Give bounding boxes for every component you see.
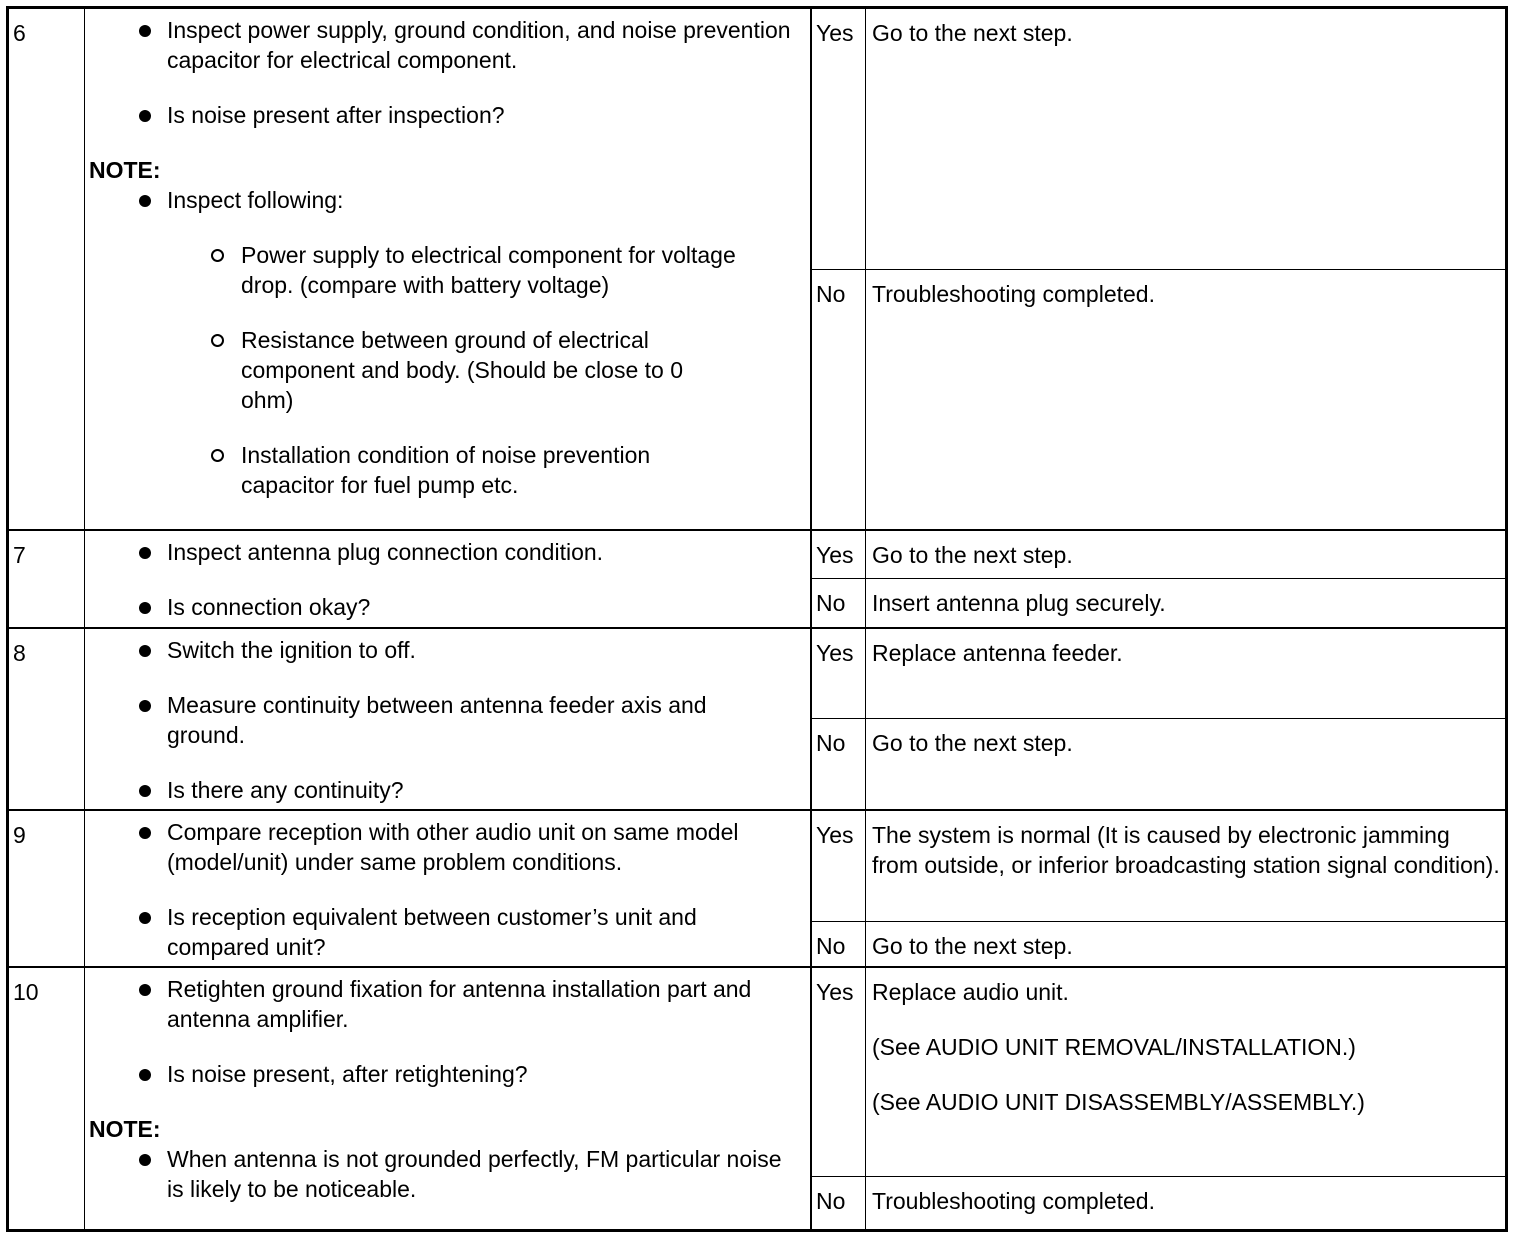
no-action: Go to the next step.: [872, 933, 1073, 959]
list-item: [89, 635, 810, 665]
yes-label: Yes: [812, 968, 866, 1176]
bullet-icon: [139, 984, 151, 996]
list-item: [89, 100, 810, 130]
yes-label: Yes: [812, 531, 866, 578]
troubleshooting-table: [6, 6, 1508, 1232]
bullet-icon: [139, 25, 151, 37]
list-item: [89, 817, 810, 877]
yes-label: Yes: [812, 629, 866, 718]
hollow-bullet-icon: [211, 334, 224, 347]
list-item-text: Inspect power supply, ground condition, and noise prevention capacitor for electrical component.: [167, 17, 791, 73]
sub-list-item-text: Resistance between ground of electrical component and body. (Should be close to 0 ohm): [241, 327, 683, 413]
result-no: [812, 922, 1505, 966]
result-cell: [812, 9, 1505, 529]
result-yes: [812, 811, 1505, 922]
bullet-icon: [139, 547, 151, 559]
list-item: [89, 592, 810, 622]
sub-list-item: [89, 240, 810, 300]
list-item-text: When antenna is not grounded perfectly, FM particular noise is likely to be noticeable.: [167, 1146, 782, 1202]
yes-action: Go to the next step.: [872, 20, 1073, 46]
list-item-text: Is noise present, after retightening?: [167, 1061, 528, 1087]
action-cell: [85, 968, 812, 1229]
no-action: Troubleshooting completed.: [872, 1188, 1155, 1214]
yes-action-line: Replace audio unit.: [872, 979, 1069, 1005]
step-number: 7: [9, 531, 85, 627]
cross-reference-link: (See AUDIO UNIT REMOVAL/INSTALLATION.): [872, 1034, 1356, 1060]
list-item: [89, 1059, 810, 1089]
bullet-icon: [139, 645, 151, 657]
result-no: [812, 270, 1505, 529]
result-cell: [812, 531, 1505, 627]
result-cell: [812, 629, 1505, 809]
table-row-step-10: [9, 968, 1505, 1229]
note-label: NOTE:: [89, 157, 161, 183]
list-item: [89, 775, 810, 805]
yes-label: Yes: [812, 811, 866, 921]
no-action: Go to the next step.: [872, 730, 1073, 756]
list-item-text: Is reception equivalent between customer’s unit and compared unit?: [167, 904, 697, 960]
yes-action: Replace antenna feeder.: [872, 640, 1123, 666]
result-yes: [812, 629, 1505, 719]
sub-list-item: [89, 325, 810, 415]
result-yes: [812, 531, 1505, 579]
result-no: [812, 1177, 1505, 1229]
list-item-text: Is there any continuity?: [167, 777, 404, 803]
list-item-text: Retighten ground fixation for antenna installation part and antenna amplifier.: [167, 976, 752, 1032]
bullet-icon: [139, 785, 151, 797]
action-cell: [85, 531, 812, 627]
no-label: No: [812, 579, 866, 627]
hollow-bullet-icon: [211, 449, 224, 462]
list-item-text: Inspect following:: [167, 187, 344, 213]
sub-list-item: [89, 440, 810, 500]
table-row-step-7: [9, 531, 1505, 629]
result-cell: [812, 968, 1505, 1229]
bullet-icon: [139, 1069, 151, 1081]
bullet-icon: [139, 602, 151, 614]
bullet-icon: [139, 827, 151, 839]
table-row-step-8: [9, 629, 1505, 811]
yes-label: Yes: [812, 9, 866, 269]
action-cell: [85, 629, 812, 809]
action-cell: [85, 9, 812, 529]
bullet-icon: [139, 1154, 151, 1166]
bullet-icon: [139, 700, 151, 712]
sub-list-item-text: Installation condition of noise prevention capacitor for fuel pump etc.: [241, 442, 651, 498]
yes-action: Go to the next step.: [872, 542, 1073, 568]
list-item-text: Is noise present after inspection?: [167, 102, 505, 128]
result-cell: [812, 811, 1505, 966]
step-number: 9: [9, 811, 85, 966]
bullet-icon: [139, 110, 151, 122]
list-item: [89, 15, 810, 75]
list-item-text: Measure continuity between antenna feeder axis and ground.: [167, 692, 707, 748]
list-item: [89, 537, 810, 567]
table-row-step-9: [9, 811, 1505, 968]
no-label: No: [812, 270, 866, 529]
list-item-text: Switch the ignition to off.: [167, 637, 416, 663]
list-item-text: Compare reception with other audio unit on same model (model/unit) under same problem conditions.: [167, 819, 739, 875]
list-item: [89, 1144, 810, 1204]
list-item: [89, 974, 810, 1034]
list-item: [89, 690, 810, 750]
list-item-text: Inspect antenna plug connection condition.: [167, 539, 604, 565]
note-label: NOTE:: [89, 1116, 161, 1142]
no-action: Troubleshooting completed.: [872, 281, 1155, 307]
step-number: 10: [9, 968, 85, 1229]
list-item: [89, 185, 810, 215]
no-action: Insert antenna plug securely.: [872, 590, 1166, 616]
yes-action: The system is normal (It is caused by electronic jamming from outside, or inferior broadcasting station signal condition).: [872, 822, 1500, 878]
step-number: 6: [9, 9, 85, 529]
no-label: No: [812, 922, 866, 966]
step-number: 8: [9, 629, 85, 809]
result-yes: [812, 968, 1505, 1177]
result-no: [812, 719, 1505, 809]
list-item-text: Is connection okay?: [167, 594, 371, 620]
result-yes: [812, 9, 1505, 270]
yes-action: [866, 968, 1505, 1176]
list-item: [89, 902, 810, 962]
action-cell: [85, 811, 812, 966]
bullet-icon: [139, 195, 151, 207]
no-label: No: [812, 1177, 866, 1229]
result-no: [812, 579, 1505, 627]
hollow-bullet-icon: [211, 249, 224, 262]
cross-reference-link: (See AUDIO UNIT DISASSEMBLY/ASSEMBLY.): [872, 1089, 1365, 1115]
sub-list-item-text: Power supply to electrical component for voltage drop. (compare with battery voltage): [241, 242, 736, 298]
table-row-step-6: [9, 9, 1505, 531]
bullet-icon: [139, 912, 151, 924]
no-label: No: [812, 719, 866, 809]
